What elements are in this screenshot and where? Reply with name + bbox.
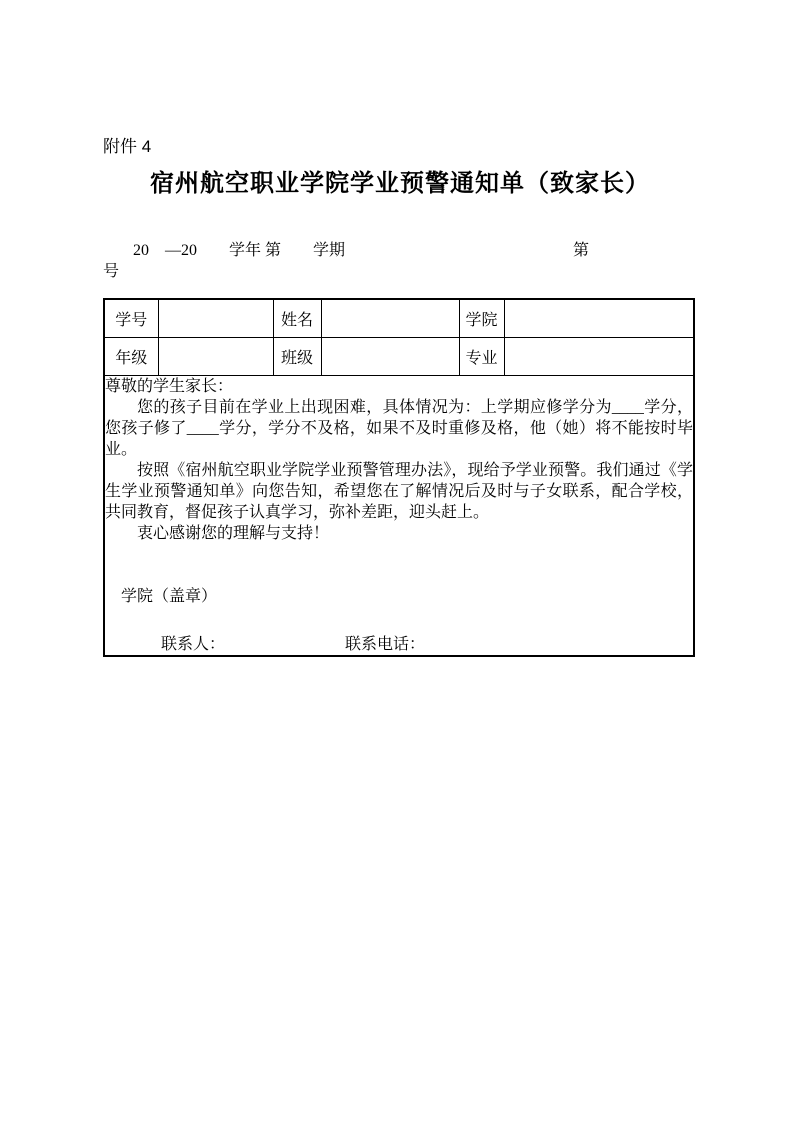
- grade-value: [158, 338, 273, 376]
- college-value: [504, 299, 694, 338]
- notice-paragraph-situation: 您的孩子目前在学业上出现困难，具体情况为：上学期应修学分为____学分，您孩子修了____学分，学分不及格，如果不及时重修及格，他（她）将不能按时毕业。: [105, 399, 693, 458]
- notice-paragraph-policy: 按照《宿州航空职业学院学业预警管理办法》，现给予学业预警。我们通过《学生学业预警通知单》向您告知，希望您在了解情况后及时与子女联系，配合学校，共同教育，督促孩子认真学习，弥补差距，迎头赶上。: [105, 462, 693, 521]
- salutation-text: 尊敬的学生家长：: [105, 378, 234, 395]
- table-row: [104, 376, 694, 657]
- contact-person-phone-line: 联系人： 联系电话：: [161, 636, 426, 653]
- notice-number-suffix: 号: [103, 263, 120, 280]
- semester-line: [103, 240, 697, 261]
- table-row: [104, 338, 694, 376]
- student-id-label: 学号: [104, 299, 158, 338]
- notice-number-prefix: 第: [572, 242, 589, 259]
- academic-year-semester-blanks: 20 —20 学年 第 学期: [133, 242, 346, 259]
- table-row: [104, 299, 694, 338]
- college-seal-line: 学院（盖章）: [121, 588, 218, 605]
- major-label: 专业: [459, 338, 504, 376]
- class-value: [321, 338, 459, 376]
- notice-body-cell: [104, 376, 694, 657]
- grade-label: 年级: [104, 338, 158, 376]
- document-title: 宿州航空职业学院学业预警通知单（致家长）: [150, 171, 650, 197]
- student-info-table: [103, 298, 695, 657]
- major-value: [504, 338, 694, 376]
- name-value: [321, 299, 459, 338]
- attachment-label: 附件 4: [103, 137, 152, 156]
- class-label: 班级: [273, 338, 321, 376]
- college-label: 学院: [459, 299, 504, 338]
- name-label: 姓名: [273, 299, 321, 338]
- notice-paragraph-thanks: 衷心感谢您的理解与支持！: [137, 525, 330, 542]
- student-id-value: [158, 299, 273, 338]
